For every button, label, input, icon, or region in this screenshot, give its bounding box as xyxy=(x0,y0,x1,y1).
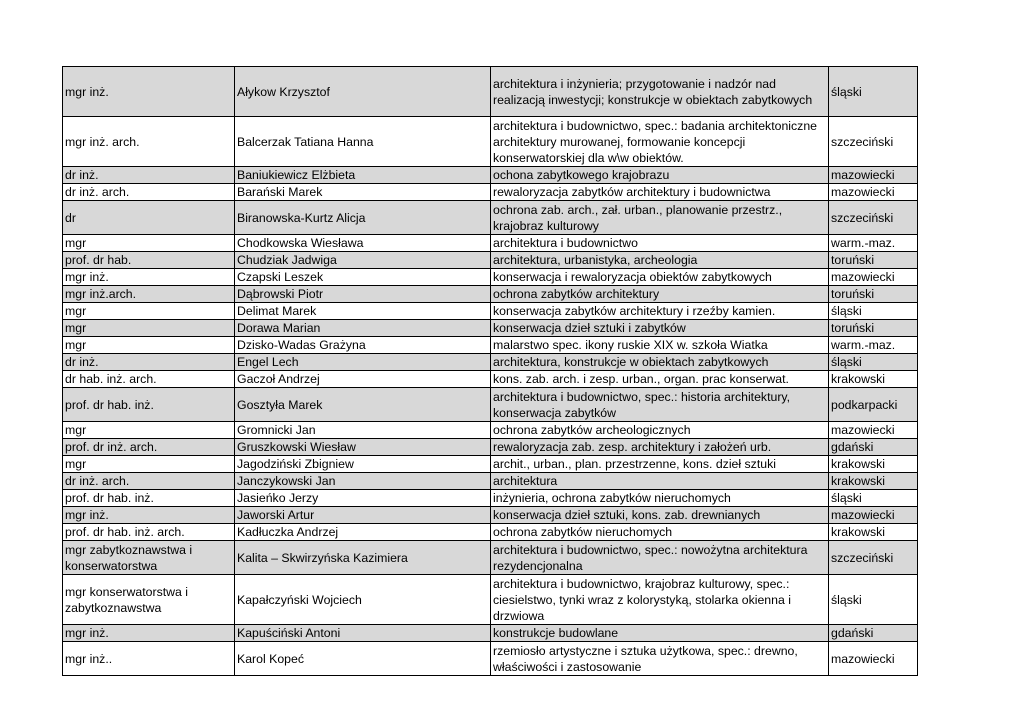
table-row xyxy=(63,642,918,676)
table-row xyxy=(63,625,918,642)
cell-title: prof. dr inż. arch. xyxy=(63,439,235,456)
cell-specialization: konserwacja i rewaloryzacja obiektów zabytkowych xyxy=(491,269,829,286)
cell-title: prof. dr hab. inż. xyxy=(63,490,235,507)
cell-title: dr hab. inż. arch. xyxy=(63,371,235,388)
cell-title: mgr inż.. xyxy=(63,642,235,676)
cell-specialization: architektura xyxy=(491,473,829,490)
cell-title: mgr xyxy=(63,456,235,473)
cell-name: Gruszkowski Wiesław xyxy=(235,439,491,456)
cell-title: mgr xyxy=(63,422,235,439)
cell-name: Chudziak Jadwiga xyxy=(235,252,491,269)
table-row xyxy=(63,337,918,354)
table-row xyxy=(63,184,918,201)
cell-region: śląski xyxy=(829,303,918,320)
cell-specialization: architektura i budownictwo, krajobraz kulturowy, spec.: ciesielstwo, tynki wraz z kolorystyką, stolarka okienna i drzwiowa xyxy=(491,575,829,625)
cell-name: Chodkowska Wiesława xyxy=(235,235,491,252)
cell-specialization: rewaloryzacja zab. zesp. architektury i założeń urb. xyxy=(491,439,829,456)
table-row xyxy=(63,490,918,507)
experts-sheet xyxy=(62,66,917,676)
experts-table-body xyxy=(63,67,918,676)
cell-region: toruński xyxy=(829,252,918,269)
cell-specialization: ochrona zabytków archeologicznych xyxy=(491,422,829,439)
cell-title: prof. dr hab. inż. xyxy=(63,388,235,422)
cell-name: Kadłuczka Andrzej xyxy=(235,524,491,541)
cell-region: krakowski xyxy=(829,524,918,541)
cell-title: mgr xyxy=(63,320,235,337)
cell-title: mgr inż. xyxy=(63,507,235,524)
cell-region: śląski xyxy=(829,67,918,117)
cell-specialization: architektura i budownictwo, spec.: historia architektury, konserwacja zabytków xyxy=(491,388,829,422)
cell-region: śląski xyxy=(829,490,918,507)
cell-name: Kalita – Skwirzyńska Kazimiera xyxy=(235,541,491,575)
table-row xyxy=(63,473,918,490)
cell-specialization: ochona zabytkowego krajobrazu xyxy=(491,167,829,184)
cell-specialization: kons. zab. arch. i zesp. urban., organ. prac konserwat. xyxy=(491,371,829,388)
table-row xyxy=(63,456,918,473)
cell-name: Ałykow Krzysztof xyxy=(235,67,491,117)
cell-name: Kapałczyński Wojciech xyxy=(235,575,491,625)
cell-region: szczeciński xyxy=(829,117,918,167)
cell-title: mgr xyxy=(63,337,235,354)
cell-name: Jasieńko Jerzy xyxy=(235,490,491,507)
cell-specialization: ochrona zabytków nieruchomych xyxy=(491,524,829,541)
cell-title: mgr inż.arch. xyxy=(63,286,235,303)
cell-name: Gromnicki Jan xyxy=(235,422,491,439)
cell-specialization: konserwacja zabytków architektury i rzeźby kamien. xyxy=(491,303,829,320)
table-row xyxy=(63,117,918,167)
cell-region: krakowski xyxy=(829,456,918,473)
cell-region: gdański xyxy=(829,439,918,456)
cell-specialization: architektura i inżynieria; przygotowanie i nadzór nad realizacją inwestycji; konstrukcje w obiektach zabytkowych xyxy=(491,67,829,117)
cell-region: toruński xyxy=(829,320,918,337)
cell-region: krakowski xyxy=(829,473,918,490)
cell-specialization: inżynieria, ochrona zabytków nieruchomych xyxy=(491,490,829,507)
table-row xyxy=(63,167,918,184)
cell-name: Janczykowski Jan xyxy=(235,473,491,490)
cell-region: warm.-maz. xyxy=(829,235,918,252)
cell-region: mazowiecki xyxy=(829,269,918,286)
cell-name: Baniukiewicz Elżbieta xyxy=(235,167,491,184)
cell-region: szczeciński xyxy=(829,201,918,235)
cell-title: mgr inż. arch. xyxy=(63,117,235,167)
table-row xyxy=(63,507,918,524)
table-row xyxy=(63,388,918,422)
cell-title: dr inż. xyxy=(63,354,235,371)
cell-title: mgr zabytkoznawstwa i konserwatorstwa xyxy=(63,541,235,575)
cell-specialization: architektura i budownictwo, spec.: badania architektoniczne architektury murowanej, formowanie koncepcji konserwatorskiej dla w\w obiektów. xyxy=(491,117,829,167)
table-row xyxy=(63,67,918,117)
table-row xyxy=(63,252,918,269)
cell-title: mgr inż. xyxy=(63,67,235,117)
cell-name: Engel Lech xyxy=(235,354,491,371)
cell-specialization: ochrona zabytków architektury xyxy=(491,286,829,303)
cell-title: prof. dr hab. inż. arch. xyxy=(63,524,235,541)
cell-region: gdański xyxy=(829,625,918,642)
cell-title: mgr inż. xyxy=(63,625,235,642)
cell-name: Kapuściński Antoni xyxy=(235,625,491,642)
cell-title: mgr xyxy=(63,235,235,252)
cell-region: mazowiecki xyxy=(829,167,918,184)
cell-name: Gosztyła Marek xyxy=(235,388,491,422)
cell-specialization: konserwacja dzieł sztuki, kons. zab. drewnianych xyxy=(491,507,829,524)
cell-title: prof. dr hab. xyxy=(63,252,235,269)
table-row xyxy=(63,541,918,575)
cell-name: Czapski Leszek xyxy=(235,269,491,286)
cell-region: podkarpacki xyxy=(829,388,918,422)
cell-title: dr xyxy=(63,201,235,235)
cell-title: dr inż. xyxy=(63,167,235,184)
table-row xyxy=(63,524,918,541)
table-row xyxy=(63,235,918,252)
cell-title: mgr inż. xyxy=(63,269,235,286)
cell-specialization: konstrukcje budowlane xyxy=(491,625,829,642)
cell-region: mazowiecki xyxy=(829,184,918,201)
cell-specialization: architektura i budownictwo xyxy=(491,235,829,252)
cell-specialization: malarstwo spec. ikony ruskie XIX w. szkoła Wiatka xyxy=(491,337,829,354)
cell-name: Gaczoł Andrzej xyxy=(235,371,491,388)
cell-name: Jagodziński Zbigniew xyxy=(235,456,491,473)
table-row xyxy=(63,286,918,303)
table-row xyxy=(63,269,918,286)
cell-name: Jaworski Artur xyxy=(235,507,491,524)
cell-name: Dzisko-Wadas Grażyna xyxy=(235,337,491,354)
cell-region: mazowiecki xyxy=(829,422,918,439)
cell-name: Dorawa Marian xyxy=(235,320,491,337)
cell-name: Delimat Marek xyxy=(235,303,491,320)
cell-specialization: archit., urban., plan. przestrzenne, kons. dzieł sztuki xyxy=(491,456,829,473)
cell-specialization: architektura, konstrukcje w obiektach zabytkowych xyxy=(491,354,829,371)
cell-title: mgr xyxy=(63,303,235,320)
cell-specialization: konserwacja dzieł sztuki i zabytków xyxy=(491,320,829,337)
table-row xyxy=(63,354,918,371)
cell-name: Karol Kopeć xyxy=(235,642,491,676)
table-row xyxy=(63,439,918,456)
cell-specialization: architektura, urbanistyka, archeologia xyxy=(491,252,829,269)
cell-title: mgr konserwatorstwa i zabytkoznawstwa xyxy=(63,575,235,625)
cell-region: śląski xyxy=(829,354,918,371)
cell-name: Barański Marek xyxy=(235,184,491,201)
table-row xyxy=(63,371,918,388)
cell-region: mazowiecki xyxy=(829,507,918,524)
cell-region: krakowski xyxy=(829,371,918,388)
cell-region: toruński xyxy=(829,286,918,303)
cell-region: warm.-maz. xyxy=(829,337,918,354)
cell-specialization: rewaloryzacja zabytków architektury i budownictwa xyxy=(491,184,829,201)
cell-specialization: architektura i budownictwo, spec.: nowożytna architektura rezydencjonalna xyxy=(491,541,829,575)
table-row xyxy=(63,575,918,625)
cell-region: śląski xyxy=(829,575,918,625)
cell-region: szczeciński xyxy=(829,541,918,575)
cell-name: Dąbrowski Piotr xyxy=(235,286,491,303)
cell-title: dr inż. arch. xyxy=(63,473,235,490)
cell-region: mazowiecki xyxy=(829,642,918,676)
cell-name: Biranowska-Kurtz Alicja xyxy=(235,201,491,235)
table-row xyxy=(63,320,918,337)
cell-name: Balcerzak Tatiana Hanna xyxy=(235,117,491,167)
cell-specialization: rzemiosło artystyczne i sztuka użytkowa, spec.: drewno, właściwości i zastosowanie xyxy=(491,642,829,676)
table-row xyxy=(63,422,918,439)
table-row xyxy=(63,303,918,320)
table-row xyxy=(63,201,918,235)
experts-table xyxy=(62,66,918,676)
cell-title: dr inż. arch. xyxy=(63,184,235,201)
cell-specialization: ochrona zab. arch., zał. urban., planowanie przestrz., krajobraz kulturowy xyxy=(491,201,829,235)
